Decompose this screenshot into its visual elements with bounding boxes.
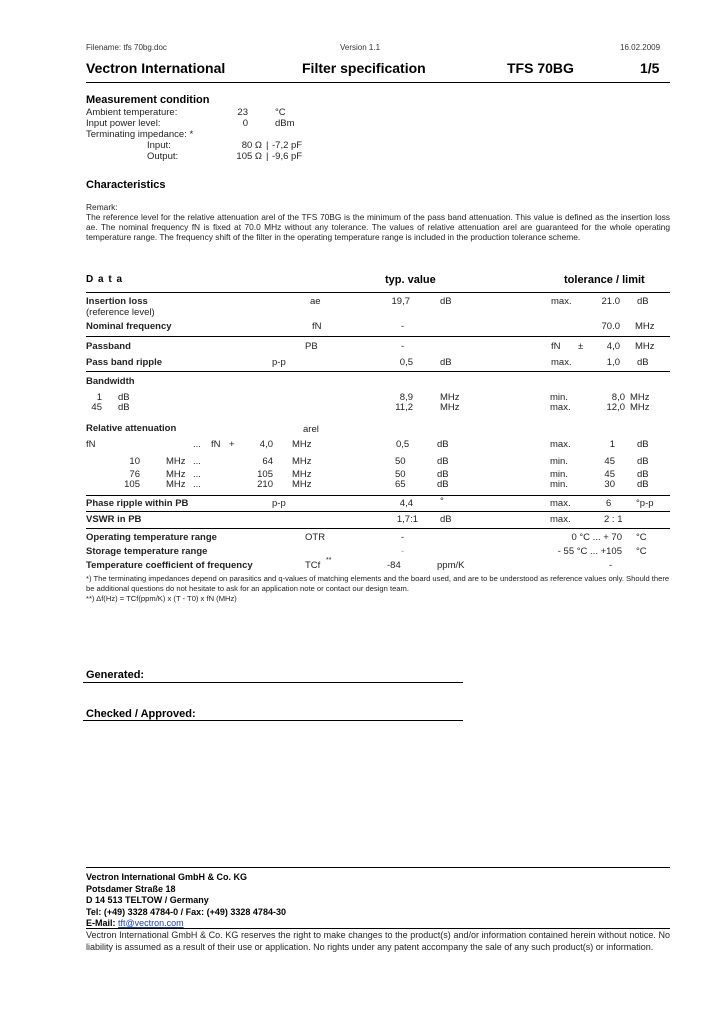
tcf-typ-unit: ppm/K	[437, 560, 465, 571]
address-company: Vectron International GmbH & Co. KG	[86, 872, 248, 882]
power-unit: dBm	[275, 118, 295, 129]
rel-att-dots: ...	[193, 439, 201, 450]
rel-att-row-typ: 65	[395, 479, 406, 490]
rel-att-row-dots: ...	[193, 479, 201, 490]
pb-ripple-lim-kind: max.	[551, 357, 572, 368]
power-value: 0	[242, 118, 248, 129]
rel-att-row-lim-unit: dB	[637, 469, 649, 480]
passband-pm: ±	[578, 341, 584, 352]
tcf-label: Temperature coefficient of frequency	[86, 560, 253, 571]
power-label: Input power level:	[86, 118, 161, 129]
rel-att-row-to: 64	[262, 456, 273, 467]
vswr-lim-kind: max.	[550, 514, 571, 525]
storage-typ: -	[401, 546, 405, 557]
footnote-tcf: **) Δf(Hz) = TCf(ppm/K) x (T - T0) x fN (MHz)	[86, 594, 237, 603]
bw-lim-unit: MHz	[630, 392, 650, 403]
address-bottom-rule	[86, 928, 670, 929]
remark-text: The reference level for the relative attenuation arel of the TFS 70BG is the minimum of the pass band attenuation. This value is defined as the insertion loss ae. The nominal frequency fN is fixed at 70.0 MHz without any tolerance. The values of relative attenuation arel are guaranteed for the whole operating temperature range. The frequency shift of the filter in the operating temperature range is included in the production tolerance scheme.	[86, 212, 670, 242]
passband-lim: 4,0	[606, 341, 620, 352]
vswr-typ-unit: dB	[440, 514, 452, 525]
disclaimer: Vectron International GmbH & Co. KG reserves the right to make changes to the product(s) and/or information contained herein without notice. No liability is assumed as a result of their use or application. No rights under any patent accompany the sale of any such product(s) or information.	[86, 930, 670, 952]
rel-att-lim: 1	[609, 439, 615, 450]
phase-ripple-lim-kind: max.	[550, 498, 571, 509]
address-phone: Tel: (+49) 3328 4784-0 / Fax: (+49) 3328 4784-30	[86, 906, 286, 917]
nominal-freq-label: Nominal frequency	[86, 321, 172, 332]
rel-att-to-unit: MHz	[292, 439, 312, 450]
rel-att-sym: arel	[303, 424, 319, 435]
input-cap: -7,2 pF	[272, 140, 303, 151]
address-city: D 14 513 TELTOW / Germany	[86, 895, 209, 905]
input-sep: |	[266, 140, 269, 151]
phase-ripple-label: Phase ripple within PB	[86, 498, 189, 509]
rule	[86, 528, 670, 529]
rel-att-row-lim-unit: dB	[637, 456, 649, 467]
rule	[86, 336, 670, 337]
bw-lim-kind: max.	[550, 402, 571, 413]
rel-att-row-to: 105	[257, 469, 273, 480]
rel-att-typ-unit: dB	[437, 439, 449, 450]
bw-lvl-unit: dB	[118, 392, 130, 403]
rel-att-row-lim-kind: min.	[550, 479, 568, 490]
rel-att-row-from-unit: MHz	[166, 469, 186, 480]
characteristics-title: Characteristics	[86, 179, 166, 191]
rel-att-row-to-unit: MHz	[292, 469, 312, 480]
rel-att-typ: 0,5	[396, 439, 410, 450]
rel-att-row-to: 210	[257, 479, 273, 490]
bw-lim: 8,0	[611, 392, 625, 403]
storage-label: Storage temperature range	[86, 546, 208, 557]
phase-ripple-typ: 4,4	[399, 498, 413, 509]
rel-att-row-lim-kind: min.	[550, 469, 568, 480]
nominal-freq-lim-unit: MHz	[635, 321, 655, 332]
otr-label: Operating temperature range	[86, 532, 217, 543]
phase-ripple-lim-unit: °p-p	[636, 498, 654, 509]
bw-typ: 8,9	[399, 392, 413, 403]
input-label: Input:	[147, 140, 171, 151]
otr-lim: 0 °C ... + 70	[571, 532, 622, 543]
bw-typ-unit: MHz	[440, 402, 460, 413]
otr-sym: OTR	[305, 532, 326, 543]
email-label: E-Mail:	[86, 918, 119, 928]
rel-att-row-typ: 50	[395, 469, 406, 480]
date: 16.02.2009	[620, 43, 661, 52]
checked-signature-line	[83, 720, 463, 721]
doc-title: Filter specification	[302, 60, 426, 76]
version: Version 1.1	[340, 43, 381, 52]
output-label: Output:	[147, 151, 179, 162]
nominal-freq-lim: 70.0	[601, 321, 620, 332]
output-ohm: 105 Ω	[236, 151, 262, 162]
rel-att-row-dots: ...	[193, 456, 201, 467]
rel-att-row-typ-unit: dB	[437, 456, 449, 467]
output-cap: -9,6 pF	[272, 151, 303, 162]
rel-att-row-typ-unit: dB	[437, 469, 449, 480]
rel-att-row-from: 10	[129, 456, 140, 467]
insertion-loss-typ-unit: dB	[440, 296, 452, 307]
rel-att-label: Relative attenuation	[86, 423, 177, 434]
bw-lvl: 1	[96, 392, 102, 403]
bw-lim-unit: MHz	[630, 402, 650, 413]
address-street: Potsdamer Straße 18	[86, 883, 176, 894]
tcf-sym-note: **	[326, 557, 332, 564]
rel-att-plus: +	[229, 439, 235, 450]
measurement-title: Measurement condition	[86, 94, 210, 106]
nominal-freq-typ: -	[401, 321, 405, 332]
rule	[86, 495, 670, 496]
insertion-loss-sym: ae	[310, 296, 321, 307]
tcf-sym: TCf	[305, 560, 321, 571]
tcf-typ: -84	[387, 560, 401, 571]
bw-typ: 11,2	[395, 402, 413, 413]
email-link[interactable]: tft@vectron.com	[118, 918, 184, 928]
rel-att-row-to-unit: MHz	[292, 479, 312, 490]
pb-ripple-typ-unit: dB	[440, 357, 452, 368]
pb-ripple-sym: p-p	[272, 357, 286, 368]
insertion-loss-typ: 19,7	[391, 296, 410, 307]
rel-att-row-typ-unit: dB	[437, 479, 449, 490]
footnote-impedance: *) The terminating impedances depend on parasitics and q-values of matching elements and the board used, and are to be understood as reference values only. Should there be additional questions do not hesitate to ask for an application note or contact our design team.	[86, 574, 670, 593]
address-block	[86, 872, 286, 930]
page-number: 1/5	[640, 60, 660, 76]
pb-ripple-lim: 1,0	[606, 357, 620, 368]
storage-lim: - 55 °C ... +105	[557, 546, 622, 557]
rule	[86, 511, 670, 512]
rel-att-row-lim: 45	[604, 456, 615, 467]
output-sep: |	[266, 151, 269, 162]
bw-typ-unit: MHz	[440, 392, 460, 403]
col-data: D a t a	[86, 274, 124, 285]
company-name: Vectron International	[86, 60, 226, 76]
rel-att-to-prefix: fN	[211, 439, 221, 450]
vswr-typ: 1,7:1	[396, 514, 418, 525]
rel-att-to: 4,0	[259, 439, 273, 450]
rel-att-row-from-unit: MHz	[166, 456, 186, 467]
nominal-freq-sym: fN	[312, 321, 322, 332]
rel-att-row-lim-kind: min.	[550, 456, 568, 467]
tcf-lim: -	[609, 560, 613, 571]
vswr-lim: 2 : 1	[604, 514, 623, 525]
rel-att-row-lim: 45	[604, 469, 615, 480]
rel-att-row-lim-unit: dB	[637, 479, 649, 490]
bw-lim-kind: min.	[550, 392, 568, 403]
otr-lim-unit: °C	[636, 532, 647, 543]
insertion-loss-lim: 21.0	[601, 296, 620, 307]
phase-ripple-sym: p-p	[272, 498, 286, 509]
phase-ripple-typ-unit: °	[440, 496, 444, 507]
rel-att-row-lim: 30	[604, 479, 615, 490]
table-header-rule	[86, 292, 670, 293]
passband-sym: PB	[305, 341, 318, 352]
col-tolerance: tolerance / limit	[564, 274, 645, 286]
bandwidth-label: Bandwidth	[86, 376, 135, 387]
rel-att-row-from: 105	[124, 479, 140, 490]
insertion-loss-lim-unit: dB	[637, 296, 649, 307]
rule	[86, 371, 670, 372]
rel-att-row-dots: ...	[193, 469, 201, 480]
rel-att-lim-unit: dB	[637, 439, 649, 450]
bw-lvl-unit: dB	[118, 402, 130, 413]
input-ohm: 80 Ω	[241, 140, 262, 151]
passband-typ: -	[401, 341, 405, 352]
rel-att-row-typ: 50	[395, 456, 406, 467]
bw-lim: 12,0	[606, 402, 625, 413]
pb-ripple-lim-unit: dB	[637, 357, 649, 368]
ambient-unit: °C	[275, 107, 286, 118]
filename: Filename: tfs 70bg.doc	[86, 43, 167, 52]
bw-lvl: 45	[91, 402, 102, 413]
header-rule	[86, 82, 670, 83]
passband-lim-unit: MHz	[635, 341, 655, 352]
storage-lim-unit: °C	[636, 546, 647, 557]
generated-signature-line	[83, 682, 463, 683]
checked-label: Checked / Approved:	[86, 708, 196, 720]
ambient-value: 23	[237, 107, 248, 118]
rel-att-lim-kind: max.	[550, 439, 571, 450]
part-number: TFS 70BG	[507, 60, 574, 76]
phase-ripple-lim: 6	[606, 498, 612, 509]
rel-att-from: fN	[86, 439, 96, 450]
address-top-rule	[86, 867, 670, 868]
pb-ripple-typ: 0,5	[399, 357, 413, 368]
passband-lim-kind: fN	[551, 341, 561, 352]
rel-att-row-from-unit: MHz	[166, 479, 186, 490]
otr-typ: -	[401, 532, 405, 543]
passband-label: Passband	[86, 341, 131, 352]
vswr-label: VSWR in PB	[86, 514, 142, 525]
impedance-label: Terminating impedance: *	[86, 129, 194, 140]
insertion-loss-lim-kind: max.	[551, 296, 572, 307]
pb-ripple-label: Pass band ripple	[86, 357, 163, 368]
rel-att-row-to-unit: MHz	[292, 456, 312, 467]
generated-label: Generated:	[86, 669, 145, 681]
ambient-label: Ambient temperature:	[86, 107, 178, 118]
col-typ: typ. value	[385, 274, 436, 286]
remark-label: Remark:	[86, 202, 118, 212]
insertion-loss-sub: (reference level)	[86, 307, 155, 318]
rel-att-row-from: 76	[129, 469, 140, 480]
insertion-loss-label: Insertion loss	[86, 296, 148, 307]
